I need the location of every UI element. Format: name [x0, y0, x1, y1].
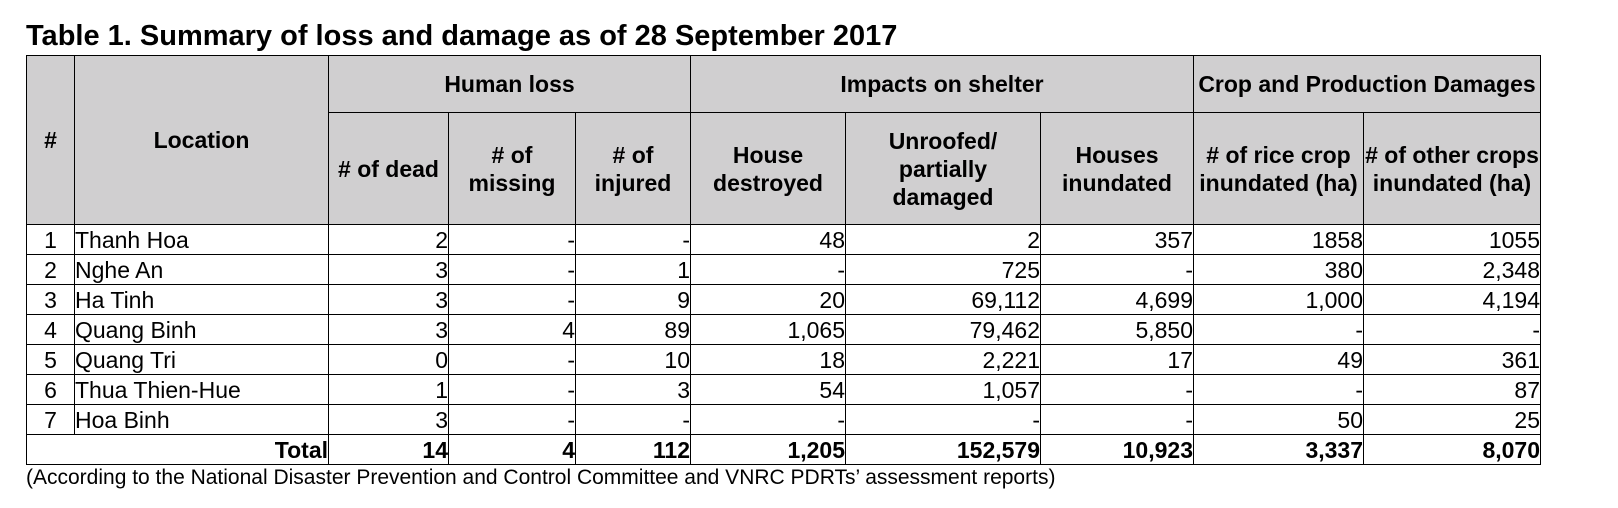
header-injured: # of injured: [576, 113, 691, 225]
table-row: [27, 315, 1541, 345]
cell-dead: 0: [329, 345, 449, 375]
cell-destroyed: 18: [691, 345, 846, 375]
cell-rice: -: [1194, 375, 1364, 405]
cell-missing: -: [449, 285, 576, 315]
total-rice: 3,337: [1194, 435, 1364, 465]
cell-dead: 1: [329, 375, 449, 405]
header-location: Location: [75, 56, 329, 225]
cell-index: 5: [27, 345, 75, 375]
table-row: [27, 255, 1541, 285]
total-missing: 4: [449, 435, 576, 465]
table-title: Table 1. Summary of loss and damage as of 28 September 2017: [26, 20, 898, 52]
cell-rice: 50: [1194, 405, 1364, 435]
cell-rice: 1,000: [1194, 285, 1364, 315]
total-inundated: 10,923: [1041, 435, 1194, 465]
header-rice: # of rice crop inundated (ha): [1194, 113, 1364, 225]
cell-unroofed: 2: [846, 225, 1041, 255]
total-dead: 14: [329, 435, 449, 465]
cell-index: 4: [27, 315, 75, 345]
cell-inundated: 4,699: [1041, 285, 1194, 315]
header-other-crops: # of other crops inundated (ha): [1364, 113, 1541, 225]
header-missing: # of missing: [449, 113, 576, 225]
cell-other: 361: [1364, 345, 1541, 375]
cell-missing: 4: [449, 315, 576, 345]
cell-location: Thua Thien-Hue: [75, 375, 329, 405]
cell-unroofed: 79,462: [846, 315, 1041, 345]
cell-other: 1055: [1364, 225, 1541, 255]
cell-inundated: 17: [1041, 345, 1194, 375]
header-shelter: Impacts on shelter: [691, 56, 1194, 113]
header-dead: # of dead: [329, 113, 449, 225]
cell-unroofed: 725: [846, 255, 1041, 285]
cell-injured: 10: [576, 345, 691, 375]
cell-dead: 3: [329, 405, 449, 435]
cell-unroofed: 69,112: [846, 285, 1041, 315]
cell-injured: -: [576, 225, 691, 255]
header-crop: Crop and Production Damages: [1194, 56, 1541, 113]
cell-index: 1: [27, 225, 75, 255]
cell-location: Quang Tri: [75, 345, 329, 375]
total-row: [27, 435, 1541, 465]
cell-inundated: -: [1041, 255, 1194, 285]
cell-missing: -: [449, 255, 576, 285]
header-inundated: Houses inundated: [1041, 113, 1194, 225]
cell-injured: 89: [576, 315, 691, 345]
cell-destroyed: 20: [691, 285, 846, 315]
table-row: [27, 285, 1541, 315]
cell-missing: -: [449, 375, 576, 405]
cell-unroofed: 2,221: [846, 345, 1041, 375]
cell-location: Thanh Hoa: [75, 225, 329, 255]
header-index: #: [27, 56, 75, 225]
cell-index: 6: [27, 375, 75, 405]
table-row: [27, 405, 1541, 435]
table-row: [27, 375, 1541, 405]
cell-dead: 2: [329, 225, 449, 255]
total-destroyed: 1,205: [691, 435, 846, 465]
cell-inundated: -: [1041, 375, 1194, 405]
total-label: Total: [27, 435, 329, 465]
cell-location: Nghe An: [75, 255, 329, 285]
total-unroofed: 152,579: [846, 435, 1041, 465]
cell-index: 3: [27, 285, 75, 315]
cell-injured: 1: [576, 255, 691, 285]
cell-other: -: [1364, 315, 1541, 345]
cell-injured: -: [576, 405, 691, 435]
cell-unroofed: 1,057: [846, 375, 1041, 405]
cell-unroofed: -: [846, 405, 1041, 435]
cell-inundated: -: [1041, 405, 1194, 435]
source-note: (According to the National Disaster Prevention and Control Committee and VNRC PDRTs’ assessment reports): [26, 466, 1056, 489]
header-unroofed: Unroofed/ partially damaged: [846, 113, 1041, 225]
cell-index: 2: [27, 255, 75, 285]
table-row: [27, 225, 1541, 255]
cell-dead: 3: [329, 285, 449, 315]
cell-rice: 49: [1194, 345, 1364, 375]
cell-location: Quang Binh: [75, 315, 329, 345]
cell-injured: 9: [576, 285, 691, 315]
loss-damage-table: [26, 55, 1541, 465]
header-house-destroyed: House destroyed: [691, 113, 846, 225]
cell-location: Hoa Binh: [75, 405, 329, 435]
cell-destroyed: -: [691, 405, 846, 435]
cell-rice: 1858: [1194, 225, 1364, 255]
cell-missing: -: [449, 225, 576, 255]
cell-injured: 3: [576, 375, 691, 405]
cell-other: 25: [1364, 405, 1541, 435]
total-other: 8,070: [1364, 435, 1541, 465]
cell-inundated: 357: [1041, 225, 1194, 255]
cell-destroyed: 48: [691, 225, 846, 255]
cell-other: 87: [1364, 375, 1541, 405]
cell-other: 4,194: [1364, 285, 1541, 315]
cell-missing: -: [449, 345, 576, 375]
cell-missing: -: [449, 405, 576, 435]
table-row: [27, 345, 1541, 375]
cell-dead: 3: [329, 255, 449, 285]
cell-other: 2,348: [1364, 255, 1541, 285]
cell-index: 7: [27, 405, 75, 435]
cell-destroyed: 54: [691, 375, 846, 405]
cell-destroyed: -: [691, 255, 846, 285]
cell-destroyed: 1,065: [691, 315, 846, 345]
cell-inundated: 5,850: [1041, 315, 1194, 345]
header-human-loss: Human loss: [329, 56, 691, 113]
cell-location: Ha Tinh: [75, 285, 329, 315]
total-injured: 112: [576, 435, 691, 465]
cell-rice: 380: [1194, 255, 1364, 285]
cell-rice: -: [1194, 315, 1364, 345]
cell-dead: 3: [329, 315, 449, 345]
